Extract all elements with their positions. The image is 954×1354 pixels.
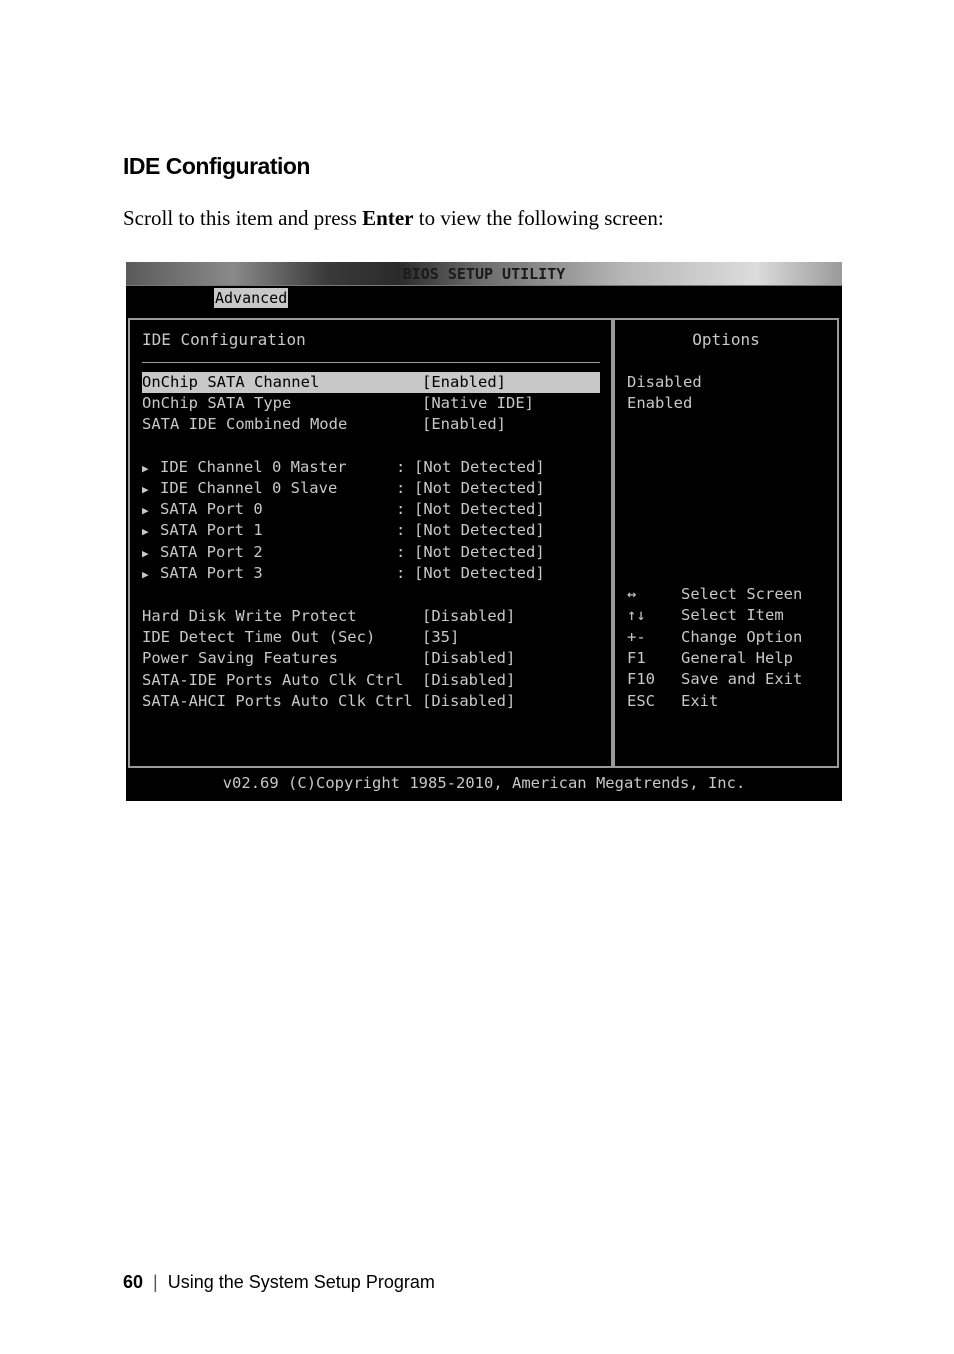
help-key: ESC: [627, 691, 655, 710]
setting-row[interactable]: [142, 520, 600, 541]
bios-titlebar: [126, 262, 842, 286]
setting-value: [Not Detected]: [414, 543, 545, 561]
setting-value: [Enabled]: [422, 373, 506, 391]
setting-row[interactable]: [142, 606, 600, 627]
setting-label: [142, 606, 357, 627]
submenu-arrow-icon: ▶: [142, 462, 149, 475]
setting-row[interactable]: [142, 563, 600, 584]
page-footer: [123, 1272, 435, 1293]
help-row: [627, 627, 827, 648]
submenu-arrow-icon: ▶: [142, 568, 149, 581]
setting-label: [142, 372, 319, 393]
help-row: [627, 605, 827, 626]
setting-label-text: IDE Detect Time Out (Sec): [142, 628, 376, 646]
bios-title: BIOS SETUP UTILITY: [402, 265, 566, 283]
setting-label: [142, 691, 413, 712]
setting-label: [142, 393, 291, 414]
setting-label-text: OnChip SATA Channel: [142, 373, 320, 391]
help-description: Save and Exit: [681, 670, 803, 689]
tab-advanced[interactable]: Advanced: [215, 289, 288, 307]
help-row: [627, 669, 827, 690]
setting-label-text: SATA-AHCI Ports Auto Clk Ctrl: [142, 692, 413, 710]
setting-value: [Disabled]: [422, 671, 516, 689]
chapter-title: Using the System Setup Program: [167, 1272, 435, 1292]
setting-value: [Not Detected]: [414, 458, 545, 476]
setting-separator: :: [396, 458, 406, 476]
intro-key: Enter: [362, 206, 414, 230]
help-description: General Help: [681, 648, 793, 667]
help-description: Select Item: [681, 606, 784, 625]
setting-row[interactable]: [142, 372, 600, 393]
panel-title: IDE Configuration: [142, 330, 306, 349]
setting-label: [142, 478, 337, 500]
setting-value: [35]: [422, 628, 460, 646]
setting-label-text: SATA Port 0: [160, 500, 263, 518]
help-description: Exit: [681, 691, 719, 710]
setting-row[interactable]: [142, 542, 600, 563]
bios-copyright: v02.69 (C)Copyright 1985-2010, American Megatrends, Inc.: [222, 774, 746, 792]
setting-label-text: Power Saving Features: [142, 649, 338, 667]
setting-value: [Not Detected]: [414, 564, 545, 582]
setting-separator: :: [396, 543, 406, 561]
setting-row[interactable]: [142, 499, 600, 520]
intro-paragraph: [123, 206, 664, 231]
option-disabled[interactable]: Disabled: [627, 373, 702, 391]
setting-label: [142, 670, 403, 691]
bios-screenshot: [126, 262, 842, 801]
setting-row[interactable]: [142, 670, 600, 691]
footer-separator: |: [153, 1272, 158, 1292]
setting-value: [Disabled]: [422, 692, 516, 710]
help-row: [627, 584, 827, 605]
setting-value: [Not Detected]: [414, 479, 545, 497]
submenu-arrow-icon: ▶: [142, 504, 149, 517]
help-key: ↑↓: [627, 606, 646, 625]
submenu-arrow-icon: ▶: [142, 547, 149, 560]
setting-row[interactable]: [142, 478, 600, 499]
setting-label: [142, 499, 263, 521]
setting-separator: :: [396, 521, 406, 539]
setting-label-text: OnChip SATA Type: [142, 394, 292, 412]
setting-label: [142, 563, 263, 585]
help-description: Change Option: [681, 627, 803, 646]
help-key: ↔: [627, 585, 637, 603]
setting-row[interactable]: [142, 457, 600, 478]
help-row: [627, 648, 827, 669]
option-enabled[interactable]: Enabled: [627, 394, 693, 412]
setting-value: [Native IDE]: [422, 394, 534, 412]
setting-label: [142, 520, 263, 542]
options-title: Options: [692, 330, 760, 349]
setting-label-text: SATA IDE Combined Mode: [142, 415, 348, 433]
setting-label: [142, 414, 347, 435]
setting-label: [142, 648, 338, 669]
help-description: Select Screen: [681, 585, 803, 603]
setting-label: [142, 627, 375, 648]
submenu-arrow-icon: ▶: [142, 483, 149, 496]
help-row: [627, 691, 827, 712]
setting-label-text: SATA Port 3: [160, 564, 263, 582]
help-key: F10: [627, 670, 655, 689]
setting-label-text: SATA Port 2: [160, 543, 263, 561]
setting-label-text: IDE Channel 0 Slave: [160, 479, 338, 497]
setting-value: [Not Detected]: [414, 521, 545, 539]
setting-row[interactable]: [142, 691, 600, 712]
setting-row[interactable]: [142, 627, 600, 648]
setting-value: [Disabled]: [422, 607, 516, 625]
setting-value: [Enabled]: [422, 415, 506, 433]
setting-row[interactable]: [142, 648, 600, 669]
setting-row[interactable]: [142, 414, 600, 435]
help-key: +-: [627, 627, 646, 646]
setting-label-text: SATA-IDE Ports Auto Clk Ctrl: [142, 671, 404, 689]
setting-label-text: IDE Channel 0 Master: [160, 458, 347, 476]
intro-text-before: Scroll to this item and press: [123, 206, 363, 230]
setting-label-text: Hard Disk Write Protect: [142, 607, 357, 625]
setting-separator: :: [396, 564, 406, 582]
setting-label-text: SATA Port 1: [160, 521, 263, 539]
options-panel: [613, 318, 839, 768]
setting-separator: :: [396, 500, 406, 518]
setting-label: [142, 457, 347, 479]
intro-text-after: to view the following screen:: [413, 206, 664, 230]
page-number: 60: [123, 1272, 144, 1292]
setting-value: [Not Detected]: [414, 500, 545, 518]
settings-panel: [128, 318, 613, 768]
submenu-arrow-icon: ▶: [142, 525, 149, 538]
setting-row[interactable]: [142, 393, 600, 414]
setting-label: [142, 542, 263, 564]
section-heading: IDE Configuration: [123, 153, 310, 179]
panel-divider: [142, 362, 600, 363]
setting-separator: :: [396, 479, 406, 497]
setting-value: [Disabled]: [422, 649, 516, 667]
help-key: F1: [627, 648, 646, 667]
